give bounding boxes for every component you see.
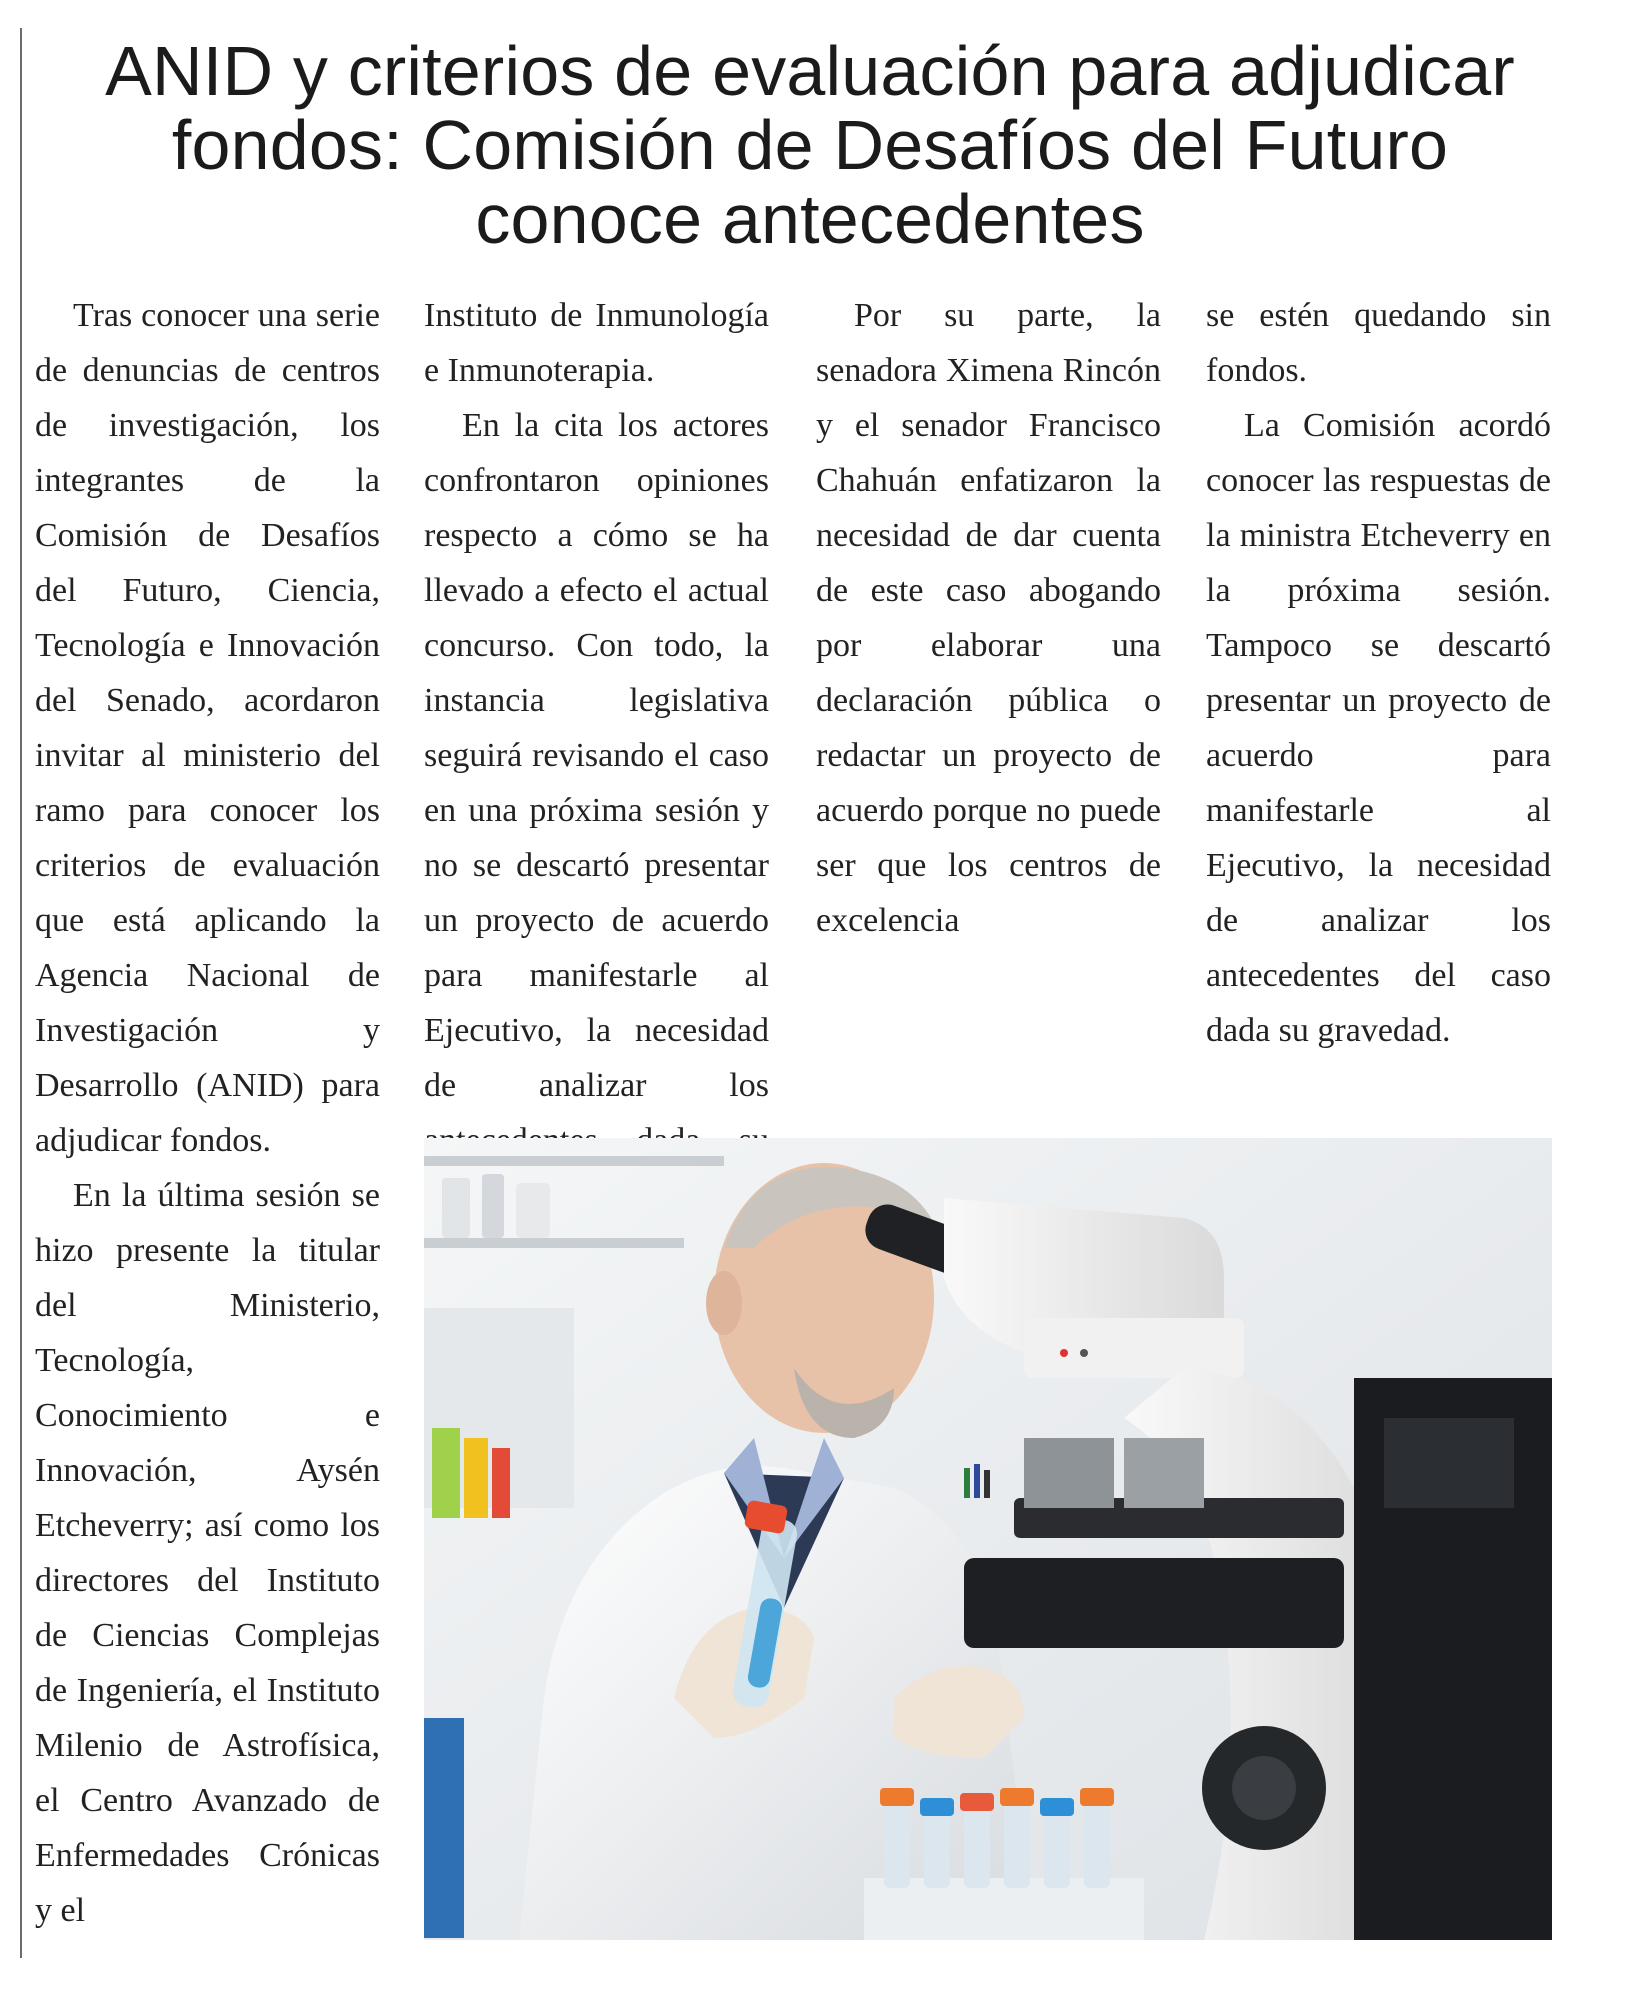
- left-column-rule: [20, 28, 22, 1958]
- article-headline: [30, 34, 1590, 256]
- article-column-4: [1206, 288, 1551, 1058]
- paragraph-commission-agreement: La Comisión acordó conocer las respuestas de la ministra Etcheverry en la próxima sesión. Tampoco se descartó presentar un proyecto de acuerdo para manifestarle al Ejecutivo, la necesidad de analizar los antecedentes del caso dada su gravedad.: [1206, 407, 1551, 1049]
- paragraph-session-start: En la última sesión se hizo presente la titular del Ministerio, Tecnología, Conocimiento e Innovación, Aysén Etcheverry; así como los directores del Instituto de Ciencias Complejas de Ingeniería, el Instituto Milenio de Astrofísica, el Centro Avanzado de Enfermedades Crónicas y el: [35, 1177, 380, 1929]
- article-column-2: [424, 288, 769, 1223]
- article-photo-scientist-microscope: [424, 1138, 1552, 1940]
- paragraph-senators-start: Por su parte, la senadora Ximena Rincón y el senador Francisco Chahuán enfatizaron la necesidad de dar cuenta de este caso abogando por elaborar una declaración pública o redactar un proyecto de acuerdo porque no puede ser que los centros de excelencia: [816, 297, 1161, 939]
- headline-line-2: fondos: Comisión de Desafíos del Futuro: [171, 106, 1449, 184]
- paragraph-senators-end: se estén quedando sin fondos.: [1206, 297, 1551, 389]
- paragraph-session-end: Instituto de Inmunología e Inmunoterapia.: [424, 297, 769, 389]
- paragraph-meeting: En la cita los actores confrontaron opiniones respecto a cómo se ha llevado a efecto el actual concurso. Con todo, la instancia legislativa seguirá revisando el caso en una próxima sesión y no se descartó presentar un proyecto de acuerdo para manifestarle al Ejecutivo, la necesidad de analizar los: [424, 407, 769, 1104]
- article-column-1: [35, 288, 380, 1938]
- article-column-3: [816, 288, 1161, 948]
- headline-line-3: conoce antecedentes: [475, 180, 1145, 258]
- headline-line-1: ANID y criterios de evaluación para adjudicar: [105, 32, 1515, 110]
- paragraph-intro: Tras conocer una serie de denuncias de centros de investigación, los integrantes de la Comisión de Desafíos del Futuro, Ciencia, Tecnología e Innovación del Senado, acordaron invitar al ministerio del ramo para conocer los criterios de evaluación que está aplicando la Agencia Nacional de Investigación y Desarrollo (ANID) para adjudicar fondos.: [35, 297, 380, 1159]
